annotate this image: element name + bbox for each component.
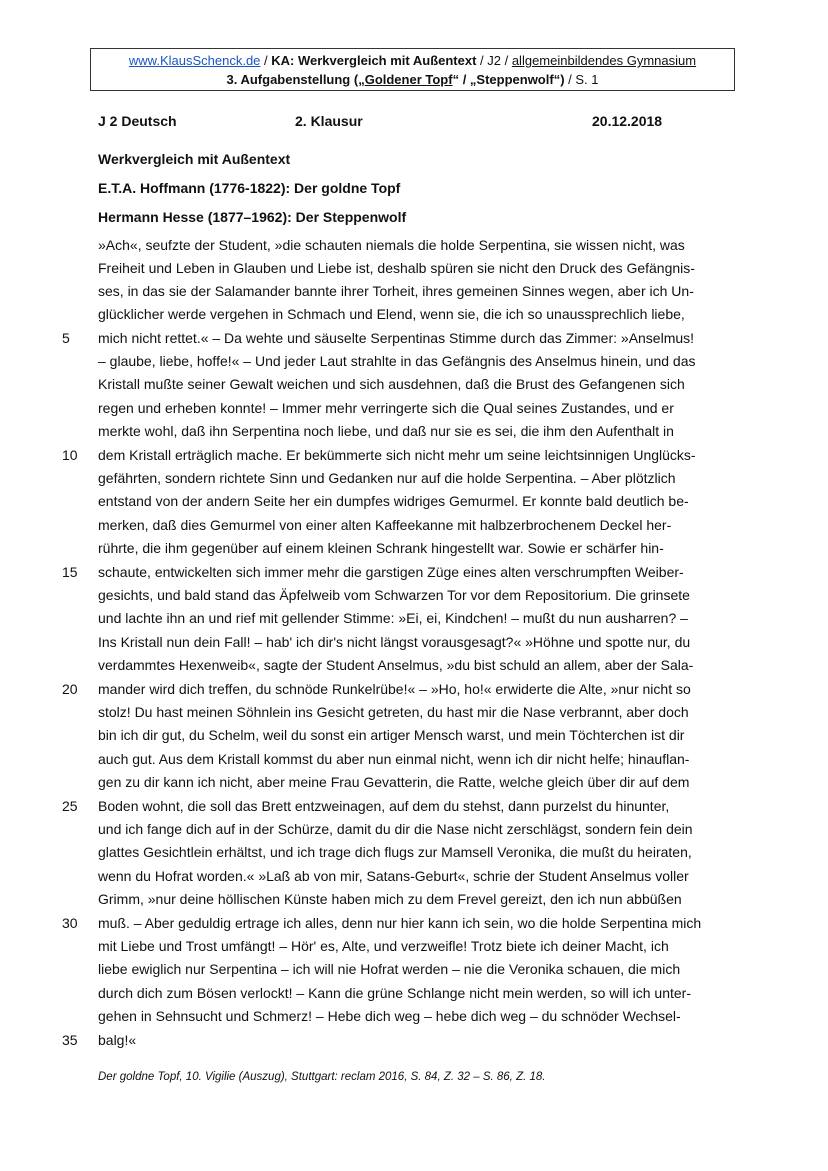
line-number-30: 30 xyxy=(62,915,78,931)
text-line: entstand von der andern Seite her ein dumpfes widriges Gemurmel. Er konnte bald deutlich be- xyxy=(98,493,689,509)
site-link[interactable]: www.KlausSchenck.de xyxy=(128,53,261,68)
text-line: glattes Gesichtlein erhältst, und ich trage dich flugs zur Mamsell Veronika, die mußt du heiraten, xyxy=(98,844,692,860)
text-line: gehen in Sehnsucht und Schmerz! – Hebe dich weg – hebe dich weg – du schnöder Wechsel- xyxy=(98,1008,681,1024)
header-line-1 xyxy=(91,51,734,70)
text-line: mit Liebe und Trost umfängt! – Hör' es, Alte, und verzweifle! Trotz biete ich deiner Macht, ich xyxy=(98,938,669,954)
course-label: J 2 Deutsch xyxy=(98,113,177,129)
text-line: Boden wohnt, die soll das Brett entzweinagen, auf dem du stehst, dann purzelst du hinunter, xyxy=(98,798,670,814)
source-citation: Der goldne Topf, 10. Vigilie (Auszug), Stuttgart: reclam 2016, S. 84, Z. 32 – S. 86, Z. 18. xyxy=(98,1071,546,1083)
header-line-2 xyxy=(91,70,734,89)
date-label: 20.12.2018 xyxy=(592,113,663,129)
task-prefix: 3. Aufgabenstellung („ xyxy=(226,72,365,87)
text-line: auch gut. Aus dem Kristall kommst du aber nun einmal nicht, wenn ich dir nicht helfe; hinauflan- xyxy=(98,751,690,767)
text-line: gefährten, sondern richtete Sinn und Gedanken nur auf die holde Serpentina. – Aber plötzlich xyxy=(98,470,676,486)
ka-label: KA: Werkvergleich mit Außentext xyxy=(271,53,477,68)
line-number-25: 25 xyxy=(62,798,78,814)
task-suffix: “ / „Steppenwolf“) xyxy=(452,72,565,87)
text-line: verdammtes Hexenweib«, sagte der Student Anselmus, »du bist schuld an allem, aber der Sala- xyxy=(98,657,694,673)
text-line: Grimm, »nur deine höllischen Künste haben mich zu dem Frevel gereizt, den ich nun abbüßen xyxy=(98,891,682,907)
text-line: Ins Kristall nun dein Fall! – hab' ich dir's nicht längst vorausgesagt?« »Höhne und spotte nur, du xyxy=(98,634,691,650)
goldener-topf-label: Goldener Topf xyxy=(364,72,453,87)
text-line: wenn du Hofrat worden.« »Laß ab von mir, Satans-Geburt«, schrie der Student Anselmus voller xyxy=(98,868,689,884)
line-number-5: 5 xyxy=(62,330,70,346)
text-line: schaute, entwickelten sich immer mehr die garstigen Züge eines alten verschrumpften Weiber- xyxy=(98,564,684,580)
text-line: muß. – Aber geduldig ertrage ich alles, denn nur hier kann ich sein, wo die holde Serpentina mich xyxy=(98,915,702,931)
text-line: gesichts, und bald stand das Äpfelweib vom Schwarzen Tor vor dem Repositorium. Die grinsete xyxy=(98,587,690,603)
text-line: ses, in das sie der Salamander bannte ihrer Torheit, ihres gemeinen Sinnes wegen, aber ich Un- xyxy=(98,283,694,299)
text-line: liebe ewiglich nur Serpentina – ich will nie Hofrat werden – nie die Veronika schauen, die mich xyxy=(98,961,681,977)
line-number-20: 20 xyxy=(62,681,78,697)
task-heading: Werkvergleich mit Außentext xyxy=(98,151,291,167)
line-number-35: 35 xyxy=(62,1032,78,1048)
line-number-10: 10 xyxy=(62,447,78,463)
line-number-15: 15 xyxy=(62,564,78,580)
text-line: merken, daß dies Gemurmel von einer alten Kaffeekanne mit halbzerbrochenem Deckel her- xyxy=(98,517,672,533)
author2-heading: Hermann Hesse (1877–1962): Der Steppenwolf xyxy=(98,209,407,225)
text-line: balg!« xyxy=(98,1032,137,1048)
text-line: mich nicht rettet.« – Da wehte und säuselte Serpentinas Stimme durch das Zimmer: »Anselmus! xyxy=(98,330,695,346)
text-line: rührte, die ihm gegenüber auf einem kleinen Schrank hingestellt war. Sowie er schärfer hin- xyxy=(98,540,664,556)
author1-heading: E.T.A. Hoffmann (1776-1822): Der goldne Topf xyxy=(98,180,401,196)
header-sep-2: / J2 / xyxy=(476,53,512,68)
text-line: durch dich zum Bösen verlockt! – Kann die grüne Schlange nicht mein werden, so will ich unter- xyxy=(98,985,691,1001)
text-line: gen zu dir kann ich nicht, aber meine Frau Gevatterin, die Ratte, welche gleich über dir auf dem xyxy=(98,774,690,790)
text-line: Freiheit und Leben in Glauben und Liebe ist, deshalb spüren sie nicht den Druck des Gefängnis- xyxy=(98,260,695,276)
text-line: und ich fange dich auf in der Schürze, damit du dir die Nase nicht zerschlägst, sondern fein dein xyxy=(98,821,693,837)
page-label: / S. 1 xyxy=(564,72,599,87)
text-line: mander wird dich treffen, du schnöde Runkelrübe!« – »Ho, ho!« erwiderte die Alte, »nur nicht so xyxy=(98,681,691,697)
text-line: stolz! Du hast meinen Söhnlein ins Gesicht getreten, du hast mir die Nase verbrannt, aber doch xyxy=(98,704,689,720)
exam-label: 2. Klausur xyxy=(295,113,363,129)
school-label: allgemeinbildendes Gymnasium xyxy=(511,53,697,68)
header-box xyxy=(90,48,735,91)
text-line: bin ich dir gut, du Schelm, weil du sonst ein artiger Mensch warst, und mein Töchterchen ist dir xyxy=(98,727,685,743)
text-line: merkte wohl, daß ihn Serpentina noch liebe, und daß nur sie es sei, die ihm den Aufenthalt in xyxy=(98,423,674,439)
text-line: Kristall mußte seiner Gewalt weichen und sich ausdehnen, daß die Brust des Gefangenen sich xyxy=(98,376,685,392)
text-line: regen und erheben konnte! – Immer mehr verringerte sich die Qual seines Zustandes, und er xyxy=(98,400,674,416)
header-sep-1: / xyxy=(260,53,272,68)
text-line: glücklicher werde vergehen in Schmach und Elend, wenn sie, die ich so unaussprechlich liebe, xyxy=(98,306,685,322)
text-line: – glaube, liebe, hoffe!« – Und jeder Laut strahlte in das Gefängnis des Anselmus hinein, und das xyxy=(98,353,696,369)
text-line: dem Kristall erträglich mache. Er bekümmerte sich nicht mehr um seine leichtsinnigen Unglücks- xyxy=(98,447,696,463)
text-line: und lachte ihn an und rief mit gellender Stimme: »Ei, ei, Kindchen! – mußt du nun ausharren? – xyxy=(98,610,688,626)
text-line: »Ach«, seufzte der Student, »die schauten niemals die holde Serpentina, sie wissen nicht, was xyxy=(98,237,685,253)
